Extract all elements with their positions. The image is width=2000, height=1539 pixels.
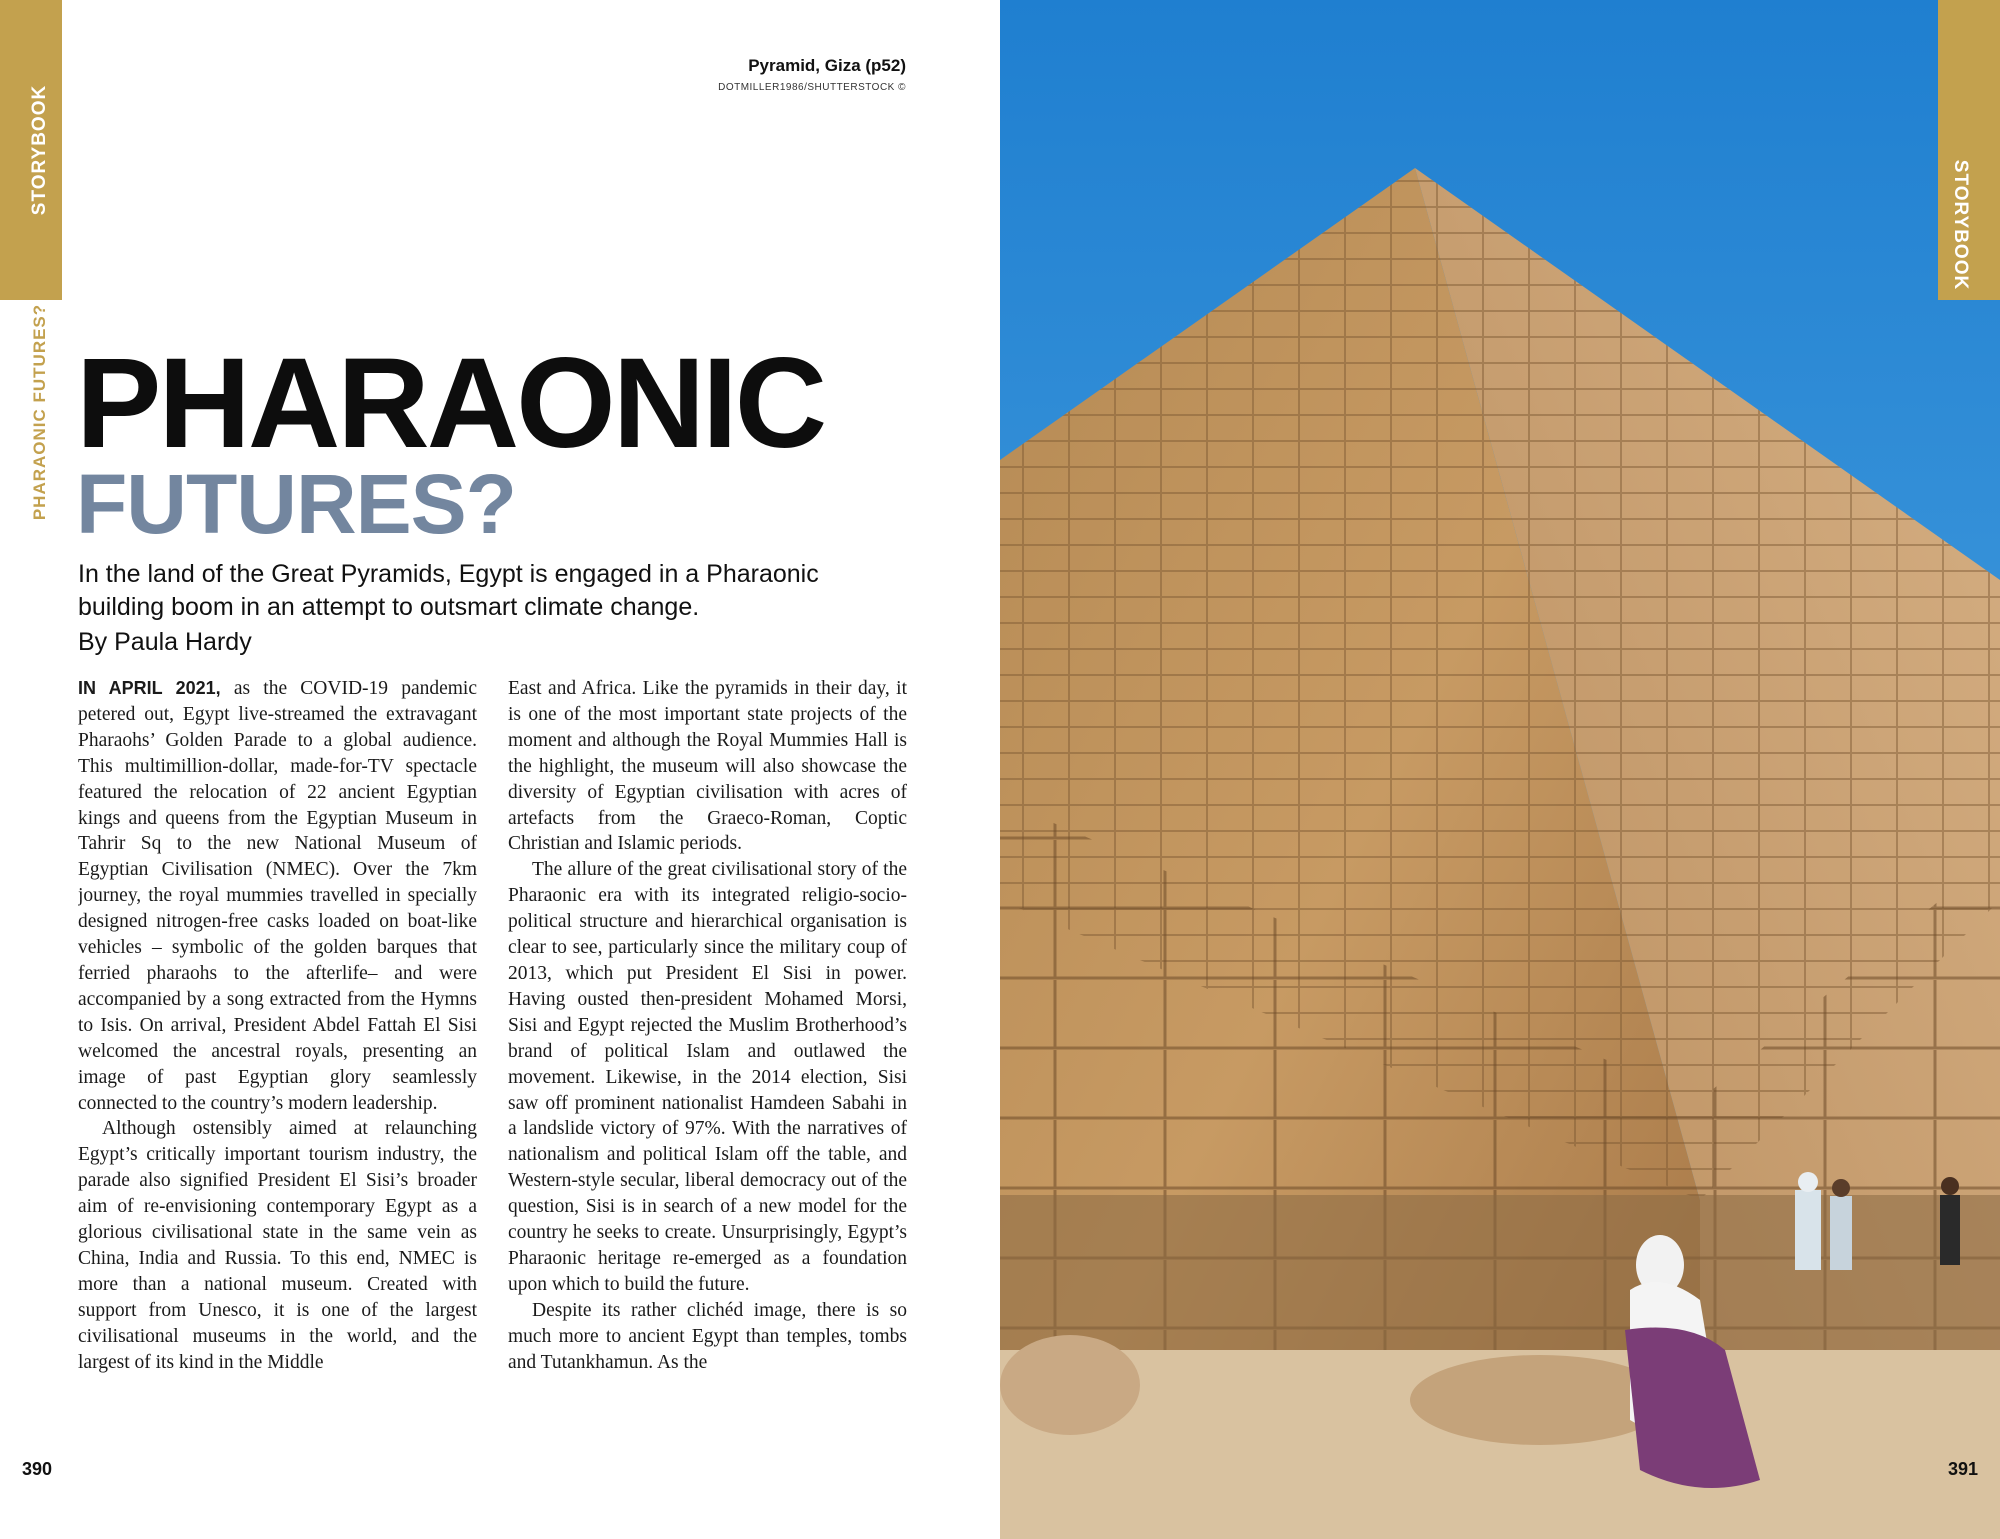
running-side-label: PHARAONIC FUTURES? bbox=[30, 303, 49, 521]
standfirst: In the land of the Great Pyramids, Egypt is engaged in a Pharaonic building boom in an attempt to outsmart climate change. bbox=[78, 560, 819, 621]
page-number-left: 390 bbox=[22, 1459, 53, 1479]
section-tab-label: STORYBOOK bbox=[1950, 159, 1971, 291]
photo-credit: DOTMILLER1986/SHUTTERSTOCK © bbox=[718, 82, 906, 93]
article-paragraph: Despite its rather clichéd image, there is so much more to ancient Egypt than temples, tombs and Tutankhamun. As the bbox=[508, 1299, 907, 1373]
article-paragraph: Although ostensibly aimed at relaunching Egypt’s critically important tourism industry, the parade also signified President El Sisi’s broader aim of re-envisioning contemporary Egypt as a glorious civilisational state in the same vein as China, India and Russia. To this end, NMEC is more than a national museum. Created with support from Unesco, it is one of the largest civilisational museums in the world, and the largest of its kind in the Middle bbox=[78, 1118, 477, 1373]
boulder bbox=[1000, 1335, 1140, 1435]
article-paragraph-continued: East and Africa. Like the pyramids in their day, it is one of the most important state projects of the moment and although the Royal Mummies Hall is the highlight, the museum will also showcase the diversity of Egyptian civilisation with acres of artefacts from the Graeco-Roman, Coptic Christian and Islamic periods. bbox=[508, 678, 907, 855]
article-column-2 bbox=[508, 676, 907, 1486]
lead-in: IN APRIL 2021, bbox=[78, 678, 221, 698]
headline-line-2: FUTURES? bbox=[76, 457, 516, 551]
pyramid-illustration bbox=[1000, 0, 2000, 1539]
paragraph-1-text: as the COVID-19 pandemic petered out, Egypt live-streamed the extravagant Pharaohs’ Golden Parade to a global audience. This multimillion-dollar, made-for-TV spectacle featured the relocation of 22 ancient Egyptian kings and queens from the Egyptian Museum in Tahrir Sq to the new National Museum of Egyptian Civilisation (NMEC). Over the 7km journey, the royal mummies travelled in specially designed nitrogen-free casks loaded on boat-like vehicles – symbolic of the golden barques that ferried pharaohs to the afterlife– and were accompanied by a song extracted from the Hymns to Isis. On arrival, President Abdel Fattah El Sisi welcomed the ancestral royals, presenting an image of past Egyptian glory seamlessly connected to the country’s modern leadership. bbox=[78, 678, 477, 1114]
headline-line-1: PHARAONIC bbox=[76, 332, 825, 475]
article-paragraph bbox=[78, 676, 477, 1116]
pyramid-photo bbox=[1000, 0, 2000, 1539]
photo-caption bbox=[600, 56, 906, 93]
section-tab-label: STORYBOOK bbox=[29, 84, 50, 216]
page-number-right: 391 bbox=[1948, 1459, 1979, 1479]
section-tab-right bbox=[1938, 0, 2000, 300]
byline: By Paula Hardy bbox=[78, 628, 252, 656]
article-paragraph: The allure of the great civilisational story of the Pharaonic era with its integrated religio-socio-political structure and hierarchical organisation is clear to see, particularly since the military coup of 2013, which put President El Sisi in power. Having ousted then-president Mohamed Morsi, Sisi and Egypt rejected the Muslim Brotherhood’s brand of political Islam and outlawed the movement. Likewise, in the 2014 election, Sisi saw off prominent nationalist Hamdeen Sabahi in a landslide victory of 97%. With the narratives of nationalism and political Islam off the table, and Western-style secular, liberal democracy out of the question, Sisi is in search of a new model for the country he seeks to create. Unsurprisingly, Egypt’s Pharaonic heritage re-emerged as a foundation upon which to build the future. bbox=[508, 859, 907, 1295]
article-column-1 bbox=[78, 676, 477, 1486]
section-tab-left bbox=[0, 0, 62, 300]
photo-caption-title: Pyramid, Giza (p52) bbox=[748, 56, 906, 75]
headline bbox=[76, 332, 825, 551]
